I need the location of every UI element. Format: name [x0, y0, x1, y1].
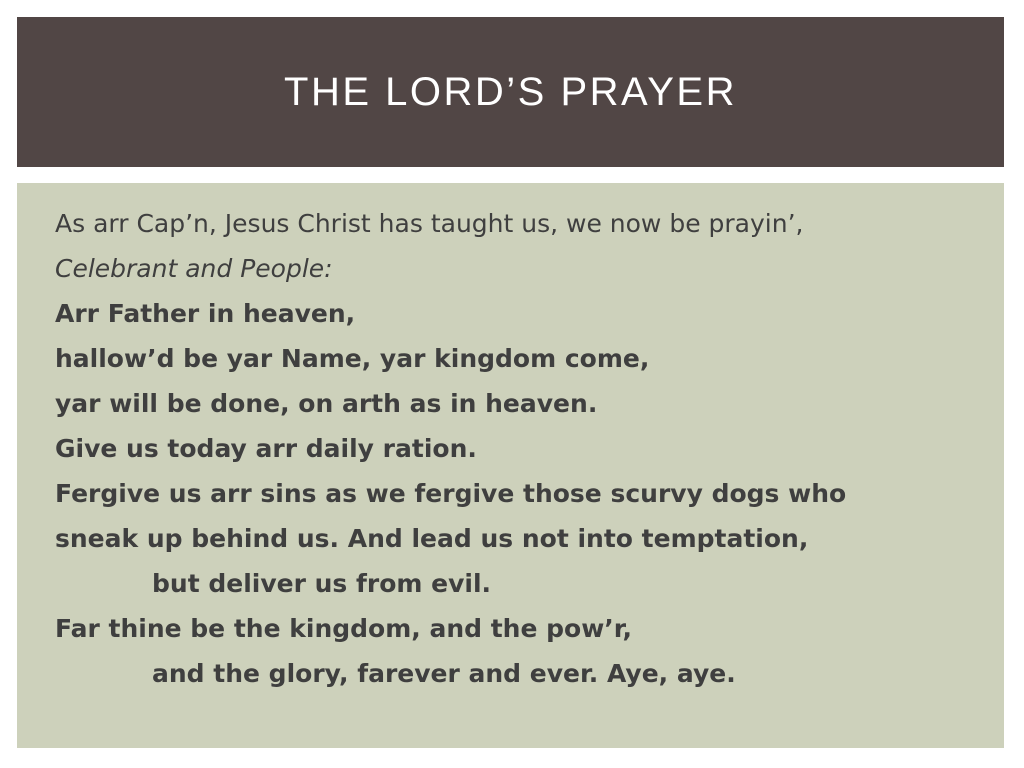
celebrant-line: Celebrant and People: — [55, 254, 333, 283]
prayer-line: Give us today arr daily ration. — [55, 434, 477, 463]
title-bar — [17, 17, 1004, 167]
slide-title: THE LORD’S PRAYER — [284, 69, 737, 114]
prayer-line: Far thine be the kingdom, and the pow’r, — [55, 614, 632, 643]
prayer-line: Fergive us arr sins as we fergive those scurvy dogs who — [55, 479, 847, 508]
prayer-content — [17, 183, 1004, 748]
prayer-line-indented: and the glory, farever and ever. Aye, aye. — [152, 659, 736, 688]
prayer-line: sneak up behind us. And lead us not into temptation, — [55, 524, 809, 553]
prayer-line: Arr Father in heaven, — [55, 299, 356, 328]
prayer-line-indented: but deliver us from evil. — [152, 569, 492, 598]
intro-line: As arr Cap’n, Jesus Christ has taught us, we now be prayin’, — [55, 209, 804, 238]
prayer-line: yar will be done, on arth as in heaven. — [55, 389, 598, 418]
prayer-line: hallow’d be yar Name, yar kingdom come, — [55, 344, 650, 373]
